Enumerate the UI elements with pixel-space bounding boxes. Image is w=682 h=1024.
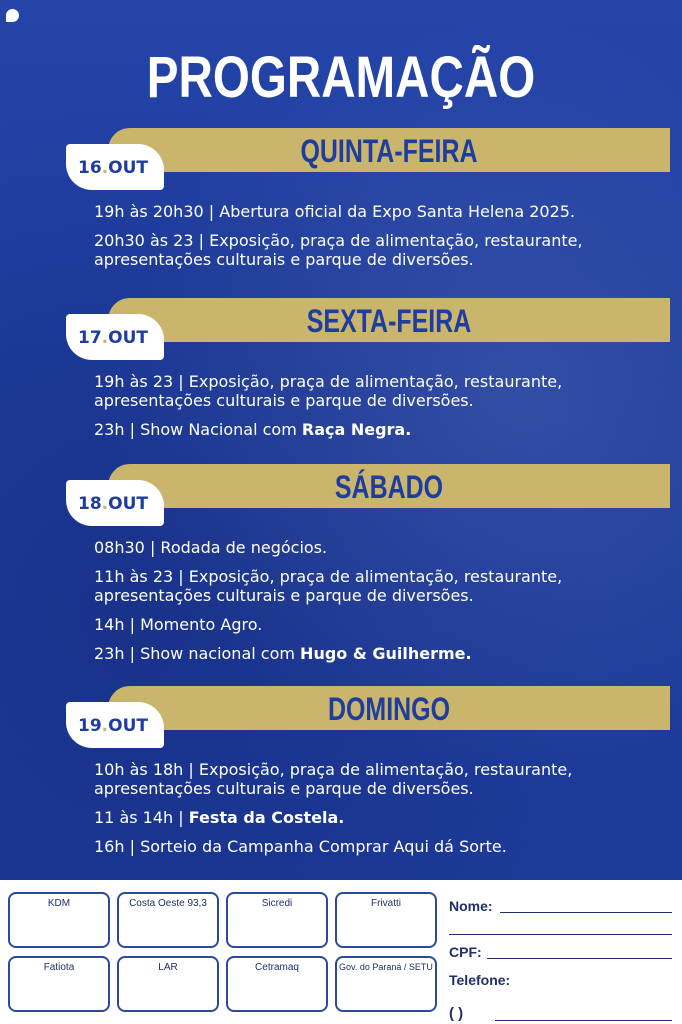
date-separator: . xyxy=(101,158,109,178)
date-month: OUT xyxy=(108,158,148,178)
event-item: 11h às 23 | Exposição, praça de alimentação, restaurante, apresentações culturais e parque de diversões. xyxy=(94,567,563,605)
event-item: 08h30 | Rodada de negócios. xyxy=(94,538,328,557)
sponsor-box: LAR xyxy=(117,956,219,1012)
date-separator: . xyxy=(101,494,109,514)
date-tab xyxy=(66,480,164,526)
name-field-line-2[interactable] xyxy=(449,934,672,935)
date-day: 19 xyxy=(78,716,102,736)
event-item: 19h às 23 | Exposição, praça de alimentação, restaurante, apresentações culturais e parque de diversões. xyxy=(94,372,563,410)
date-month: OUT xyxy=(108,494,148,514)
date-day: 16 xyxy=(78,158,102,178)
coupon-footer xyxy=(0,880,682,1024)
day-name: SÁBADO xyxy=(334,469,444,505)
event-item: 20h30 às 23 | Exposição, praça de alimentação, restaurante, apresentações culturais e parque de diversões. xyxy=(94,231,583,269)
event-item: 16h | Sorteio da Campanha Comprar Aqui dá Sorte. xyxy=(94,837,507,856)
event-list xyxy=(94,760,664,866)
page-title: PROGRAMAÇÃO xyxy=(146,45,536,110)
corner-logo-icon xyxy=(6,9,19,22)
day-name: SEXTA-FEIRA xyxy=(306,303,472,339)
event-item: 23h | Show nacional com Hugo & Guilherme. xyxy=(94,644,472,663)
event-item: 19h às 20h30 | Abertura oficial da Expo Santa Helena 2025. xyxy=(94,202,576,221)
date-month: OUT xyxy=(108,328,148,348)
day-name: QUINTA-FEIRA xyxy=(300,133,478,169)
cpf-label: CPF: xyxy=(449,944,482,960)
event-item: 23h | Show Nacional com Raça Negra. xyxy=(94,420,412,439)
event-item: 11 às 14h | Festa da Costela. xyxy=(94,808,345,827)
sponsor-box: Cetramaq xyxy=(226,956,328,1012)
event-list xyxy=(94,538,664,673)
name-field-line[interactable] xyxy=(500,912,672,913)
cpf-field-line[interactable] xyxy=(487,958,672,959)
phone-label: Telefone: xyxy=(449,972,511,988)
sponsor-box: Frivatti xyxy=(335,892,437,948)
event-item: 10h às 18h | Exposição, praça de alimentação, restaurante, apresentações culturais e parque de diversões. xyxy=(94,760,573,798)
date-tab xyxy=(66,144,164,190)
day-name: DOMINGO xyxy=(327,691,451,727)
phone-area-code: ( ) xyxy=(449,1005,464,1022)
date-separator: . xyxy=(101,328,109,348)
sponsor-box: Gov. do Paraná / SETU xyxy=(335,956,437,1012)
sponsor-box: KDM xyxy=(8,892,110,948)
name-label: Nome: xyxy=(449,898,493,914)
date-separator: . xyxy=(101,716,109,736)
date-tab xyxy=(66,314,164,360)
event-item: 14h | Momento Agro. xyxy=(94,615,263,634)
date-month: OUT xyxy=(108,716,148,736)
sponsor-box: Costa Oeste 93,3 xyxy=(117,892,219,948)
date-tab xyxy=(66,702,164,748)
date-day: 18 xyxy=(78,494,102,514)
sponsor-box: Sicredi xyxy=(226,892,328,948)
phone-field-line[interactable] xyxy=(495,1020,672,1021)
sponsor-box: Fatiota xyxy=(8,956,110,1012)
date-day: 17 xyxy=(78,328,102,348)
event-list xyxy=(94,202,664,279)
event-list xyxy=(94,372,664,449)
